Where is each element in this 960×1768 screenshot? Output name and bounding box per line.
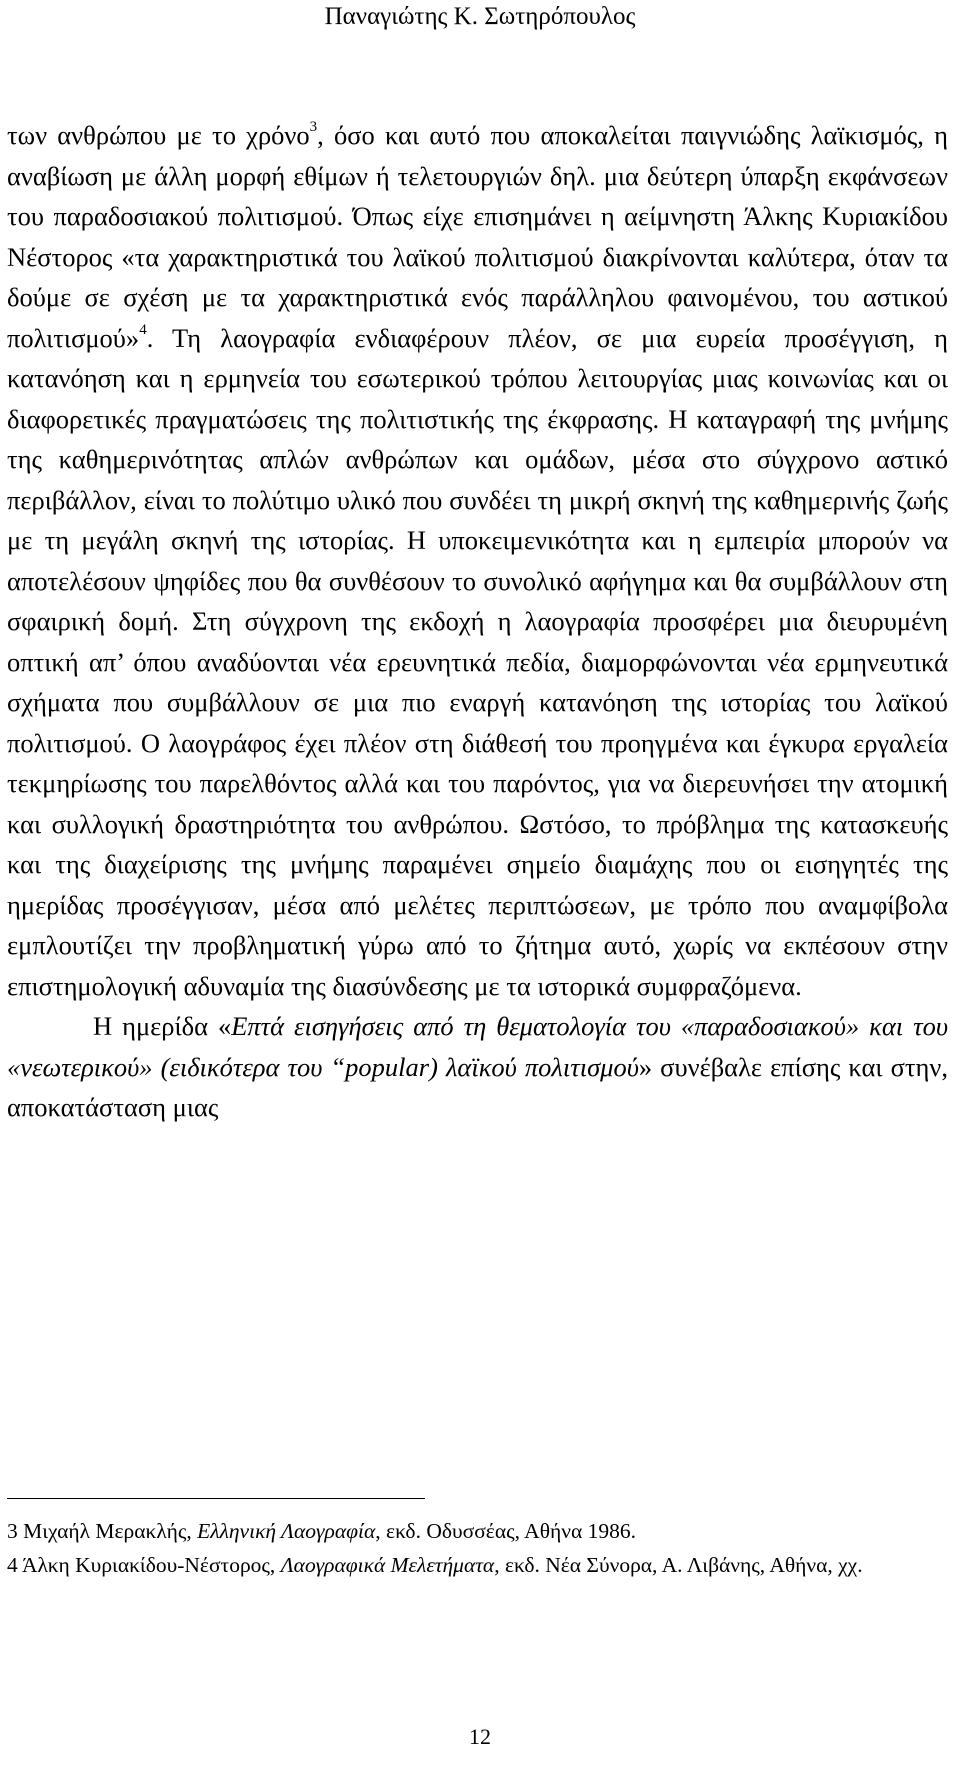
footnote-3-title: Ελληνική Λαογραφία	[197, 1519, 376, 1543]
paragraph-1-text-b: , όσο και αυτό που αποκαλείται παιγνιώδης λαϊκισμός, η αναβίωση με άλλη μορφή εθίμων ή τελετουργιών δηλ. μια δεύτερη ύπαρξη εκφάνσεων του παραδοσιακού πολιτισμού. Όπως είχε επισημάνει η αείμνηστη Άλκης Κυριακίδου Νέστορος «τα χαρακτηριστικά του λαϊκού πολιτισμού διακρίνονται καλύτερα, όταν τα δούμε σε σχέση με τα χαρακτηριστικά ενός παράλληλου φαινομένου, του αστικού πολιτισμού»	[7, 120, 948, 353]
event-title-italic: Επτά εισηγήσεις από τη θεματολογία του «παραδοσιακού» και του «νεωτερικού» (ειδικότερα του “popular) λαϊκού πολιτισμού	[7, 1011, 948, 1082]
footnote-4-text-before: Άλκη Κυριακίδου-Νέστορος,	[17, 1553, 281, 1577]
running-header: Παναγιώτης Κ. Σωτηρόπουλος	[324, 3, 636, 30]
footnotes	[7, 1514, 952, 1582]
footnote-3-text-before: Μιχαήλ Μερακλής,	[17, 1519, 198, 1543]
paragraph-2-text-a: Η ημερίδα «	[93, 1011, 232, 1041]
main-text	[7, 115, 948, 1128]
footnote-4-text-after: , εκδ. Νέα Σύνορα, Α. Λιβάνης, Αθήνα, χχ.	[494, 1553, 863, 1577]
footnote-4-title: Λαογραφικά Μελετήματα	[280, 1553, 495, 1577]
footnote-4-number: 4	[7, 1553, 18, 1577]
paragraph-2-text-b: » συνέβαλε επίσης και στην, αποκατάσταση μιας	[7, 1051, 948, 1122]
footnote-3-text-after: , εκδ. Οδυσσέας, Αθήνα 1986.	[375, 1519, 636, 1543]
footnote-ref-4: 4	[139, 321, 147, 338]
paragraph-1	[7, 115, 948, 1006]
footnote-ref-3: 3	[309, 119, 318, 136]
paragraph-1-text-c: . Τη λαογραφία ενδιαφέρουν πλέον, σε μια ευρεία προσέγγιση, η κατανόηση και η ερμηνεία του εσωτερικού τρόπου λειτουργίας μιας κοινωνίας και οι διαφορετικές πραγματώσεις της πολιτιστικής της έκφρασης. Η καταγραφή της μνήμης της καθημερινότητας απλών ανθρώπων και ομάδων, μέσα στο σύγχρονο αστικό περιβάλλον, είναι το πολύτιμο υλικό που συνδέει τη μικρή σκηνή της καθημερινής ζωής με τη μεγάλη σκηνή της ιστορίας. Η υποκειμενικότητα και η εμπειρία μπορούν να αποτελέσουν ψηφίδες που θα συνθέσουν το συνολικό αφήγημα και θα συμβάλλουν στη σφαιρική δομή. Στη σύγχρονη της εκδοχή η λαογραφία προσφέρει μια διευρυμένη οπτική απ’ όπου αναδύονται νέα ερευνητικά πεδία, διαμορφώνονται νέα ερμηνευτικά σχήματα που συμβάλλουν σε μια πιο εναργή κατανόηση της ιστορίας του λαϊκού πολιτισμού. Ο λαογράφος έχει πλέον στη διάθεσή του προηγμένα και έγκυρα εργαλεία τεκμηρίωσης του παρελθόντος αλλά και του παρόντος, για να διερευνήσει την ατομική και συλλογική δραστηριότητα του ανθρώπου. Ωστόσο, το πρόβλημα της κατασκευής και της διαχείρισης της μνήμης παραμένει σημείο διαμάχης που οι εισηγητές της ημερίδας προσέγγισαν, μέσα από μελέτες περιπτώσεων, με τρόπο που αναμφίβολα εμπλουτίζει την προβληματική γύρω από το ζήτημα αυτό, χωρίς να εκπέσουν στην επιστημολογική αδυναμία της διασύνδεσης με τα ιστορικά συμφραζόμενα.	[7, 322, 948, 1001]
footnote-3	[7, 1514, 952, 1548]
paragraph-2	[7, 1006, 948, 1128]
page-number: 12	[469, 1724, 491, 1749]
footnote-divider	[7, 1498, 425, 1499]
paragraph-1-text-a: των ανθρώπου με το χρόνο	[7, 120, 310, 150]
footnote-3-number: 3	[7, 1519, 18, 1543]
footnote-4	[7, 1548, 952, 1582]
